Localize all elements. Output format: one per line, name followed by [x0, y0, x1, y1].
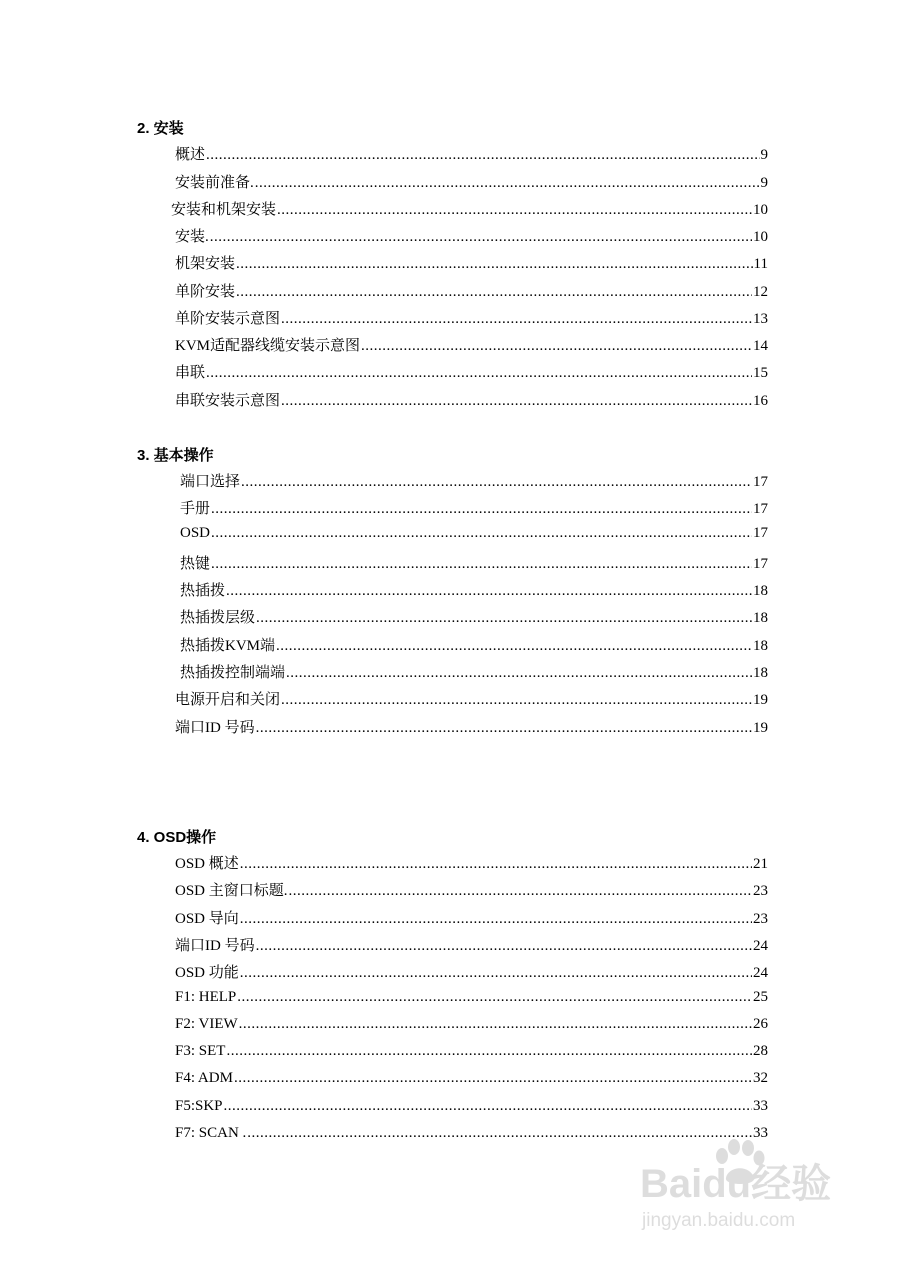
toc-page-number: 16: [753, 393, 768, 409]
toc-entry-label: 热插拨层级: [180, 610, 256, 626]
toc-leader: [286, 665, 752, 682]
toc-entry-label: 概述: [175, 147, 206, 163]
toc-leader: [226, 1043, 752, 1060]
toc-page-number: 17: [753, 525, 768, 541]
toc-page-number: 33: [753, 1098, 768, 1114]
toc-leader: [226, 583, 752, 600]
toc-entry[interactable]: [180, 470, 768, 492]
toc-page-number: 33: [753, 1125, 768, 1141]
toc-entry[interactable]: [175, 389, 768, 411]
toc-entry-label: 串联: [175, 365, 206, 381]
toc-entry-label: 热插拨KVM端: [180, 638, 276, 654]
watermark-url: jingyan.baidu.com: [642, 1210, 796, 1231]
toc-page-number: 15: [753, 365, 768, 381]
toc-entry[interactable]: [175, 961, 768, 983]
toc-entry[interactable]: [175, 688, 768, 710]
toc-entry[interactable]: [175, 307, 768, 329]
toc-page-number: 18: [753, 610, 768, 626]
toc-entry[interactable]: [175, 934, 768, 956]
toc-entry-label: F7: SCAN .: [175, 1125, 247, 1141]
toc-page-number: 23: [753, 911, 768, 927]
toc-entry[interactable]: [175, 907, 768, 929]
toc-leader: [239, 1016, 752, 1033]
toc-entry[interactable]: [175, 225, 768, 247]
toc-page-number: 11: [753, 256, 768, 272]
toc-entry[interactable]: [175, 879, 768, 901]
toc-leader: [236, 284, 752, 301]
toc-leader: [277, 202, 752, 219]
toc-leader: [236, 256, 753, 273]
toc-entry-label: OSD 功能: [175, 965, 239, 981]
toc-leader: [224, 1098, 752, 1115]
toc-page-number: 12: [753, 284, 768, 300]
toc-entry-label: 电源开启和关闭: [175, 692, 281, 708]
watermark-brand: Baidu经验: [640, 1162, 832, 1206]
toc-leader: [206, 147, 759, 164]
toc-page-number: 25: [753, 989, 768, 1005]
toc-leader: [240, 856, 752, 873]
toc-leader: [247, 1125, 752, 1142]
toc-leader: [289, 883, 752, 900]
toc-leader: [211, 501, 752, 518]
toc-entry-label: OSD: [180, 525, 211, 541]
section-title-install: 2. 安装: [137, 120, 184, 137]
toc-entry[interactable]: [175, 852, 768, 874]
toc-entry[interactable]: [175, 1125, 768, 1147]
toc-entry[interactable]: [180, 525, 768, 547]
toc-entry-label: 热插拨控制端端: [180, 665, 286, 681]
toc-page-number: 18: [753, 583, 768, 599]
toc-entry-label: F5:SKP: [175, 1098, 223, 1114]
toc-page-number: 26: [753, 1016, 768, 1032]
toc-entry-label: 串联安装示意图: [175, 393, 281, 409]
toc-entry-label: 安装.: [175, 229, 209, 245]
toc-entry-label: OSD 概述: [175, 856, 239, 872]
toc-entry-label: 端口选择: [180, 474, 241, 490]
toc-leader: [281, 311, 752, 328]
toc-page-number: 10: [753, 229, 768, 245]
toc-page-number: 21: [753, 856, 768, 872]
toc-page-number: 18: [753, 638, 768, 654]
toc-page-number: 14: [753, 338, 768, 354]
toc-entry[interactable]: [180, 579, 768, 601]
toc-entry[interactable]: [175, 1043, 768, 1065]
toc-entry[interactable]: [180, 552, 768, 574]
toc-leader: [241, 474, 752, 491]
toc-entry[interactable]: [175, 143, 768, 165]
toc-entry-label: 机架安装: [175, 256, 236, 272]
toc-entry[interactable]: [175, 1098, 768, 1120]
toc-leader: [211, 525, 752, 542]
toc-leader: [281, 692, 752, 709]
section-title-osd-operation: 4. OSD操作: [137, 829, 217, 846]
toc-entry-label: OSD 主窗口标题.: [175, 883, 288, 899]
toc-entry-label: 单阶安装示意图: [175, 311, 281, 327]
toc-leader: [255, 175, 760, 192]
toc-leader: [240, 965, 752, 982]
toc-entry-label: 热插拨: [180, 583, 226, 599]
toc-entry-label: 热键: [180, 556, 211, 572]
toc-page-number: 19: [753, 692, 768, 708]
toc-leader: [210, 229, 752, 246]
toc-entry[interactable]: [180, 634, 768, 656]
toc-entry-label: 单阶安装: [175, 284, 236, 300]
baidu-jingyan-watermark: [640, 1148, 860, 1243]
toc-entry-label: 端口ID 号码: [175, 938, 255, 954]
toc-entry-label: 手册: [180, 501, 211, 517]
toc-page-number: 13: [753, 311, 768, 327]
toc-page-number: 23: [753, 883, 768, 899]
toc-page-number: 24: [753, 965, 768, 981]
toc-entry-label: KVM适配器线缆安装示意图: [175, 338, 361, 354]
toc-leader: [256, 610, 752, 627]
toc-entry[interactable]: [175, 1070, 768, 1092]
toc-leader: [256, 938, 752, 955]
toc-entry[interactable]: [175, 716, 768, 738]
section-title-basic-operation: 3. 基本操作: [137, 447, 214, 464]
toc-page-number: 17: [753, 501, 768, 517]
toc-leader: [256, 720, 752, 737]
toc-entry-label: 端口ID 号码: [175, 720, 255, 736]
toc-page-number: 32: [753, 1070, 768, 1086]
toc-leader: [237, 989, 752, 1006]
toc-entry-label: 安装和机架安装: [171, 202, 277, 218]
toc-page-number: 18: [753, 665, 768, 681]
toc-entry[interactable]: [175, 280, 768, 302]
toc-entry[interactable]: [175, 252, 768, 274]
toc-leader: [276, 638, 752, 655]
toc-entry[interactable]: [180, 661, 768, 683]
toc-entry-label: F3: SET: [175, 1043, 226, 1059]
toc-entry[interactable]: [175, 989, 768, 1011]
toc-entry[interactable]: [180, 606, 768, 628]
toc-leader: [281, 393, 752, 410]
toc-entry[interactable]: [171, 198, 768, 220]
toc-page-number: 17: [753, 556, 768, 572]
toc-entry-label: F2: VIEW: [175, 1016, 238, 1032]
toc-entry-label: F4: ADM: [175, 1070, 233, 1086]
toc-entry-label: OSD 导向: [175, 911, 239, 927]
toc-leader: [361, 338, 752, 355]
toc-entry[interactable]: [175, 361, 768, 383]
toc-leader: [234, 1070, 752, 1087]
toc-entry-label: 安装前准备.: [175, 175, 254, 191]
toc-entry[interactable]: [180, 497, 768, 519]
toc-page-number: 9: [760, 175, 768, 191]
toc-entry[interactable]: [175, 1016, 768, 1038]
toc-page-number: 19: [753, 720, 768, 736]
toc-page-number: 9: [760, 147, 768, 163]
toc-leader: [206, 365, 752, 382]
toc-leader: [211, 556, 752, 573]
toc-page-number: 17: [753, 474, 768, 490]
toc-entry[interactable]: [175, 171, 768, 193]
toc-page-number: 28: [753, 1043, 768, 1059]
toc-page-number: 24: [753, 938, 768, 954]
toc-leader: [240, 911, 752, 928]
toc-entry[interactable]: [175, 334, 768, 356]
toc-entry-label: F1: HELP: [175, 989, 237, 1005]
toc-page-number: 10: [753, 202, 768, 218]
